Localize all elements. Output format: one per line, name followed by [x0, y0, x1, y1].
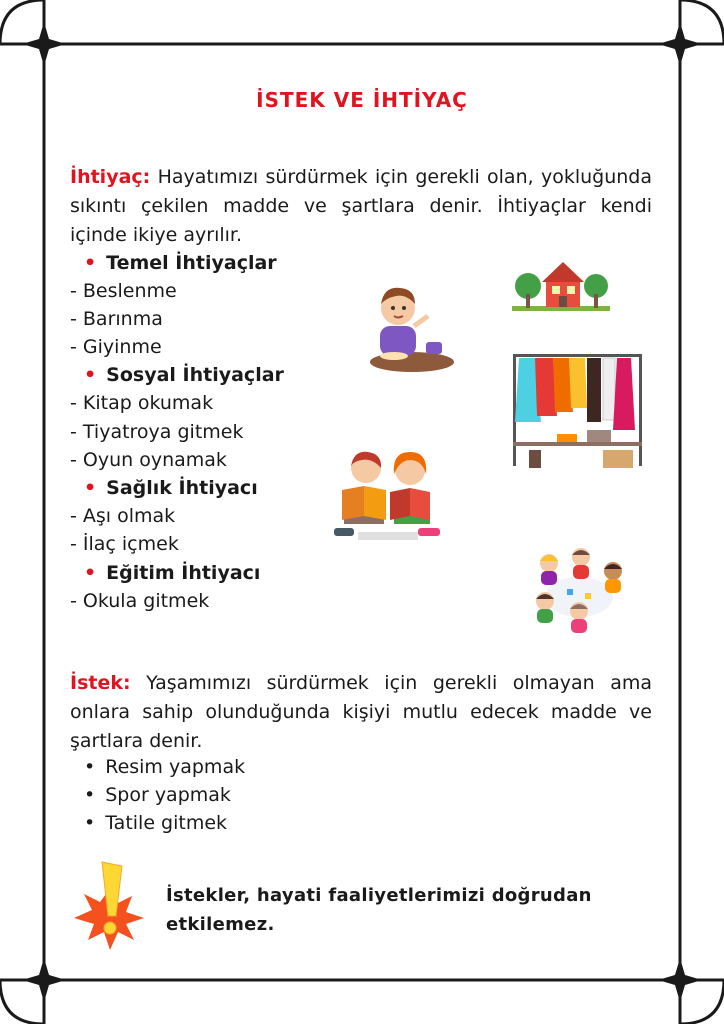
children-playing-icon [523, 545, 633, 637]
wants-label: İstek: [70, 672, 131, 694]
important-note: İstekler, hayati faaliyetlerimizi doğrudan etkilemez. [166, 885, 592, 935]
needs-definition-text: Hayatımızı sürdürmek için gerekli olan, yokluğunda sıkıntı çekilen madde ve şartlara denir. İhtiyaçlar kendi içinde ikiye ayrılır. [70, 166, 652, 246]
list-item: - İlaç içmek [70, 533, 179, 555]
children-reading-icon [330, 446, 446, 546]
child-eating-icon [366, 280, 458, 374]
group-heading-social: • Sosyal İhtiyaçlar [84, 364, 284, 386]
house-icon [512, 256, 610, 312]
group-heading-health: • Sağlık İhtiyacı [84, 477, 258, 499]
list-item: - Beslenme [70, 280, 177, 302]
list-item: - Okula gitmek [70, 590, 210, 612]
needs-definition [70, 163, 652, 250]
list-item: • Tatile gitmek [84, 812, 228, 834]
clothes-rack-icon [507, 350, 653, 474]
warning-burst-icon [70, 860, 148, 952]
page-title: İSTEK VE İHTİYAÇ [256, 88, 468, 112]
list-item: - Barınma [70, 308, 163, 330]
group-heading-education: • Eğitim İhtiyacı [84, 562, 261, 584]
group-heading-basic: • Temel İhtiyaçlar [84, 252, 277, 274]
list-item: - Kitap okumak [70, 392, 214, 414]
wants-definition-text: Yaşamımızı sürdürmek için gerekli olmayan ama onlara sahip olunduğunda kişiyi mutlu edecek madde ve şartlara denir. [70, 672, 652, 752]
list-item: - Aşı olmak [70, 505, 176, 527]
list-item: - Oyun oynamak [70, 449, 227, 471]
list-item: - Giyinme [70, 336, 162, 358]
list-item: • Spor yapmak [84, 784, 231, 806]
list-item: • Resim yapmak [84, 756, 246, 778]
list-item: - Tiyatroya gitmek [70, 421, 244, 443]
needs-label: İhtiyaç: [70, 166, 151, 188]
wants-definition [70, 669, 652, 756]
